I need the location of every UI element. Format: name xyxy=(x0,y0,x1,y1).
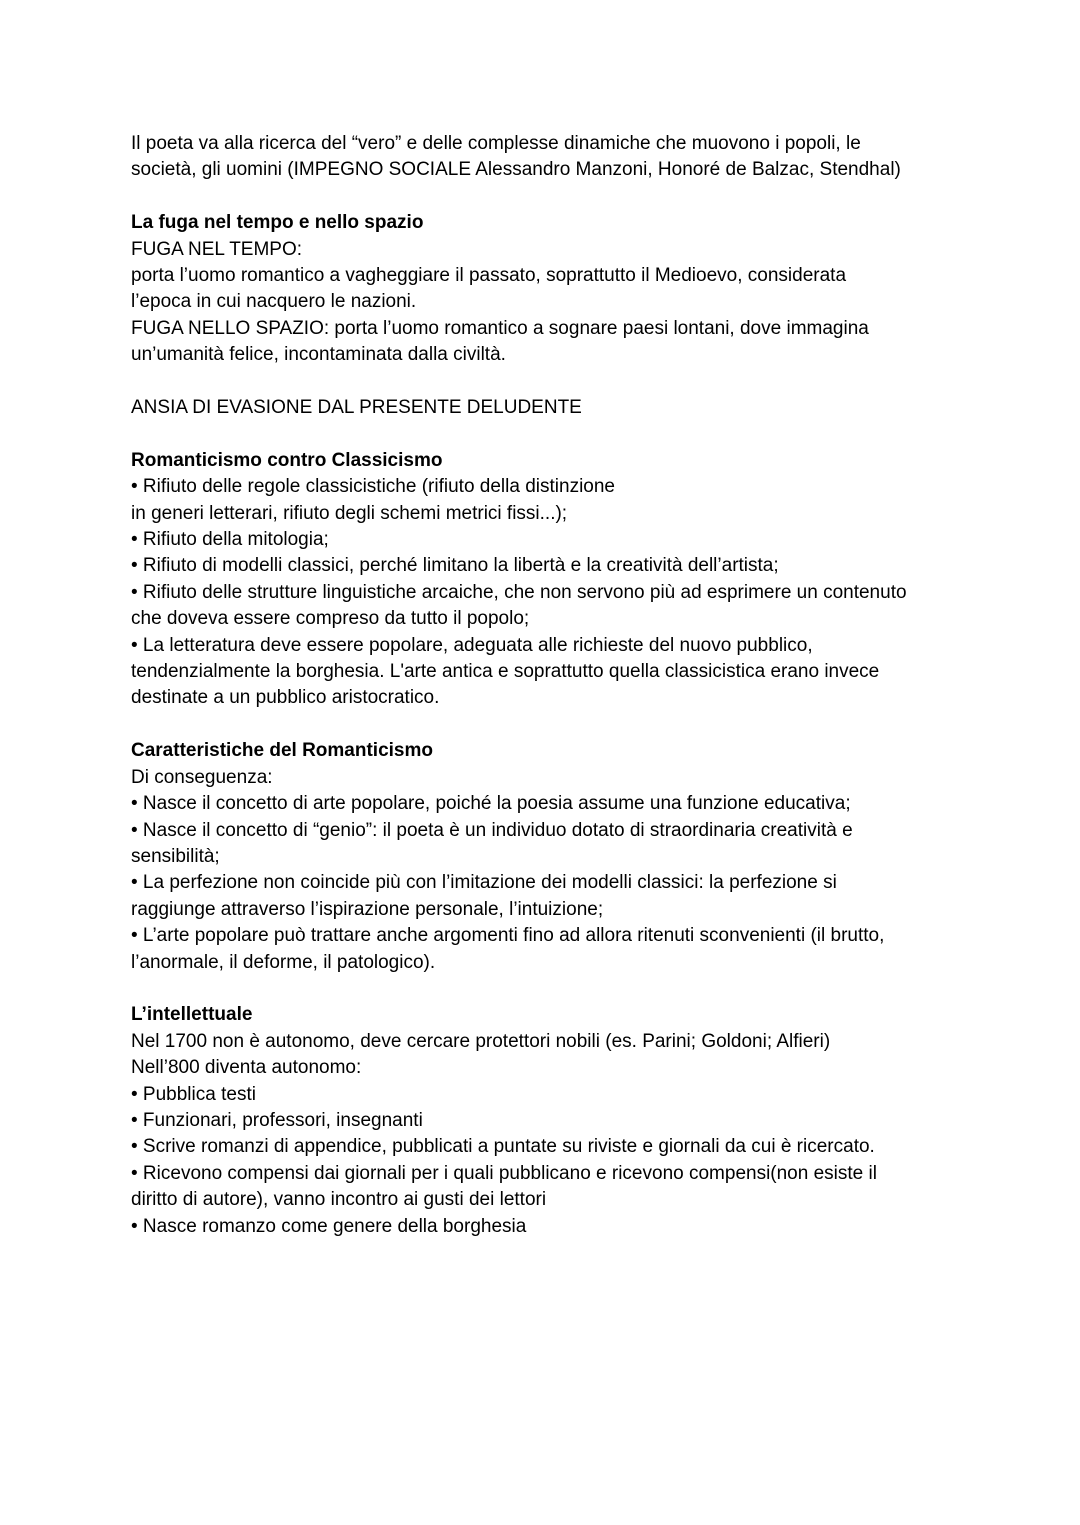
text-line: un’umanità felice, incontaminata dalla civiltà. xyxy=(131,344,506,366)
intellettuale-section xyxy=(131,1002,961,1240)
romanticismo-classicismo-section xyxy=(131,448,961,712)
list-line: • Scrive romanzi di appendice, pubblicati a puntate su riviste e giornali da cui è ricercato. xyxy=(131,1136,875,1158)
list-line: • Rifiuto delle regole classicistiche (rifiuto della distinzione xyxy=(131,476,615,498)
list-line: • Ricevono compensi dai giornali per i quali pubblicano e ricevono compensi(non esiste il xyxy=(131,1162,877,1184)
list-line: in generi letterari, rifiuto degli schemi metrici fissi...); xyxy=(131,502,568,524)
text-line: l’epoca in cui nacquero le nazioni. xyxy=(131,291,417,313)
paragraph-spacer xyxy=(131,369,961,395)
intro-line: società, gli uomini (IMPEGNO SOCIALE Alessandro Manzoni, Honoré de Balzac, Stendhal) xyxy=(131,159,901,181)
list-line: tendenzialmente la borghesia. L'arte antica e soprattutto quella classicistica erano invece xyxy=(131,661,880,683)
paragraph-spacer xyxy=(131,421,961,447)
intro-line: Il poeta va alla ricerca del “vero” e delle complesse dinamiche che muovono i popoli, le xyxy=(131,133,861,154)
list-line: Nel 1700 non è autonomo, deve cercare protettori nobili (es. Parini; Goldoni; Alfieri) xyxy=(131,1030,831,1052)
section-heading-caratteristiche: Caratteristiche del Romanticismo xyxy=(131,740,433,762)
list-line: • Nasce il concetto di arte popolare, poiché la poesia assume una funzione educativa; xyxy=(131,793,851,815)
section-heading-romanticismo-classicismo: Romanticismo contro Classicismo xyxy=(131,449,443,471)
paragraph-spacer xyxy=(131,976,961,1002)
text-line: FUGA NEL TEMPO: xyxy=(131,238,303,260)
list-line: • Funzionari, professori, insegnanti xyxy=(131,1109,423,1131)
list-line: • Nasce il concetto di “genio”: il poeta è un individuo dotato di straordinaria creatività e xyxy=(131,819,853,841)
list-line: • La letteratura deve essere popolare, adeguata alle richieste del nuovo pubblico, xyxy=(131,634,813,656)
document-page xyxy=(131,131,961,1240)
list-line: destinate a un pubblico aristocratico. xyxy=(131,687,440,709)
text-line: porta l’uomo romantico a vagheggiare il passato, soprattutto il Medioevo, considerata xyxy=(131,265,847,287)
list-line: raggiunge attraverso l’ispirazione personale, l’intuizione; xyxy=(131,898,604,920)
list-line: diritto di autore), vanno incontro ai gusti dei lettori xyxy=(131,1189,547,1211)
list-line: • L’arte popolare può trattare anche argomenti fino ad allora ritenuti sconvenienti (il brutto, xyxy=(131,925,885,947)
list-line: Di conseguenza: xyxy=(131,766,273,788)
list-line: l’anormale, il deforme, il patologico). xyxy=(131,951,436,973)
ansia-statement: ANSIA DI EVASIONE DAL PRESENTE DELUDENTE xyxy=(131,397,582,419)
fuga-section xyxy=(131,210,961,368)
text-line: FUGA NELLO SPAZIO: porta l’uomo romantico a sognare paesi lontani, dove immagina xyxy=(131,317,869,339)
caratteristiche-section xyxy=(131,738,961,976)
intro-section xyxy=(131,131,961,184)
list-line: • Pubblica testi xyxy=(131,1083,256,1105)
ansia-section xyxy=(131,395,961,421)
list-line: • Nasce romanzo come genere della borghesia xyxy=(131,1215,527,1237)
list-line: • La perfezione non coincide più con l’imitazione dei modelli classici: la perfezione si xyxy=(131,872,837,894)
list-line: • Rifiuto della mitologia; xyxy=(131,529,329,551)
list-line: • Rifiuto di modelli classici, perché limitano la libertà e la creatività dell’artista; xyxy=(131,555,779,577)
list-line: che doveva essere compreso da tutto il popolo; xyxy=(131,608,530,630)
paragraph-spacer xyxy=(131,712,961,738)
paragraph-spacer xyxy=(131,184,961,210)
section-heading-intellettuale: L’intellettuale xyxy=(131,1004,253,1026)
section-heading-fuga: La fuga nel tempo e nello spazio xyxy=(131,212,424,234)
list-line: Nell’800 diventa autonomo: xyxy=(131,1057,362,1079)
list-line: • Rifiuto delle strutture linguistiche arcaiche, che non servono più ad esprimere un contenuto xyxy=(131,581,907,603)
list-line: sensibilità; xyxy=(131,845,220,867)
